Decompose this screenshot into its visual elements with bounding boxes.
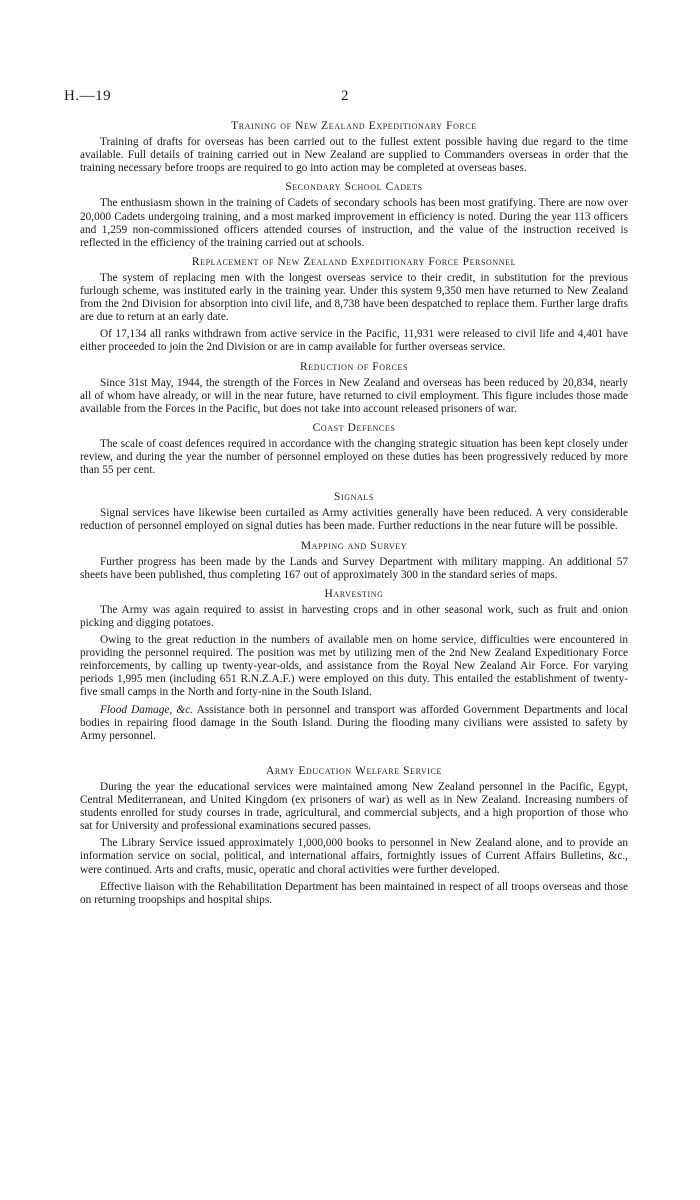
page-header — [64, 88, 644, 108]
paragraph: Owing to the great reduction in the numbers of available men on home service, difficulties were encountered in providing the personnel required. The position was met by utilizing men of the 2nd New Zealand Expeditionary Force reinforcements, by calling up twenty-year-olds, and assistance from the Royal New Zealand Air Force. For varying periods 1,995 men (including 651 R.N.Z.A.F.) were employed on this duty. This entailed the establishment of twenty-five small camps in the North and forty-nine in the South Island. — [80, 634, 628, 699]
section-title-harvesting: Harvesting — [324, 587, 384, 600]
paragraph: During the year the educational services were maintained among New Zealand personnel in the Pacific, Egypt, Central Mediterranean, and United Kingdom (ex prisoners of war) as well as in New Zealand. Increasing numbers of students enrolled for study courses in trade, agricultural, and commercial subjects, and a high proportion of those who sat for University and professional examinations secured passes. — [80, 780, 628, 833]
flood-damage-text: Assistance both in personnel and transport was afforded Government Departments and local bodies in repairing flood damage in the South Island. During the flooding many civilians were assisted to safety by Army personnel. — [80, 703, 629, 742]
section-title-signals: Signals — [334, 491, 374, 504]
paragraph-flood-damage — [80, 704, 628, 743]
paragraph: Signal services have likewise been curtailed as Army activities generally have been reduced. A very considerable reduction of personnel employed on signal duties has been made. Further reductions in the near future will be possible. — [80, 507, 628, 533]
paragraph: The Army was again required to assist in harvesting crops and in other seasonal work, such as fruit and onion picking and digging potatoes. — [80, 603, 628, 629]
paragraph: Since 31st May, 1944, the strength of the Forces in New Zealand and overseas has been reduced by 20,834, nearly all of whom have already, or will in the near future, have returned to civil employment. This figure includes those made available from the Forces in the Pacific, but does not take into account released prisoners of war. — [80, 376, 628, 415]
document-reference: H.—19 — [64, 88, 112, 104]
paragraph: Training of drafts for overseas has been carried out to the fullest extent possible having due regard to the time available. Full details of training carried out in New Zealand are supplied to Commanders overseas in order that the training necessary before troops are required to go into action may be completed at overseas bases. — [80, 136, 628, 175]
paragraph: Of 17,134 all ranks withdrawn from active service in the Pacific, 11,931 were released to civil life and 4,401 have either proceeded to join the 2nd Division or are in camp available for further overseas service. — [80, 328, 628, 354]
paragraph: The system of replacing men with the longest overseas service to their credit, in substitution for the previous furlough scheme, was instituted early in the training year. Under this system 9,350 men have returned to New Zealand from the 2nd Division for absorption into civil life, and 8,738 have been despatched to replace them. Further large drafts are due to return at an early date. — [80, 271, 628, 324]
paragraph: Further progress has been made by the Lands and Survey Department with military mapping. An additional 57 sheets have been published, thus completing 167 out of approximately 300 in the standard series of maps. — [80, 555, 628, 581]
page-number: 2 — [341, 88, 349, 104]
flood-damage-lead: Flood Damage, &c. — [100, 703, 194, 716]
section-title-cadets: Secondary School Cadets — [285, 181, 423, 194]
paragraph: The enthusiasm shown in the training of Cadets of secondary schools has been most gratifying. There are now over 20,000 Cadets undergoing training, and a most marked improvement in efficiency is noted. During the year 113 officers and 1,259 non-commissioned officers attended courses of instruction, and the value of the instruction received is reflected in the efficiency of the training carried out at schools. — [80, 197, 628, 249]
section-title-coast-defences: Coast Defences — [312, 421, 396, 434]
paragraph: The scale of coast defences required in accordance with the changing strategic situation has been kept closely under review, and during the year the number of personnel employed on these duties has been progressively reduced by more than 55 per cent. — [80, 437, 628, 477]
section-title-reduction: Reduction of Forces — [299, 360, 409, 373]
paragraph: Effective liaison with the Rehabilitation Department has been maintained in respect of all troops overseas and those on returning troopships and hospital ships. — [80, 880, 628, 906]
document-body — [80, 120, 628, 911]
paragraph: The Library Service issued approximately 1,000,000 books to personnel in New Zealand alone, and to provide an information service on social, political, and international affairs, fortnightly issues of Current Affairs Bulletins, &c., were continued. Arts and crafts, music, operatic and choral activities were further developed. — [80, 837, 628, 876]
section-title-training: Training of New Zealand Expeditionary Force — [231, 120, 477, 132]
section-title-replacement: Replacement of New Zealand Expeditionary Force Personnel — [191, 255, 517, 268]
section-title-education: Army Education Welfare Service — [266, 764, 442, 777]
section-title-mapping: Mapping and Survey — [300, 539, 408, 552]
